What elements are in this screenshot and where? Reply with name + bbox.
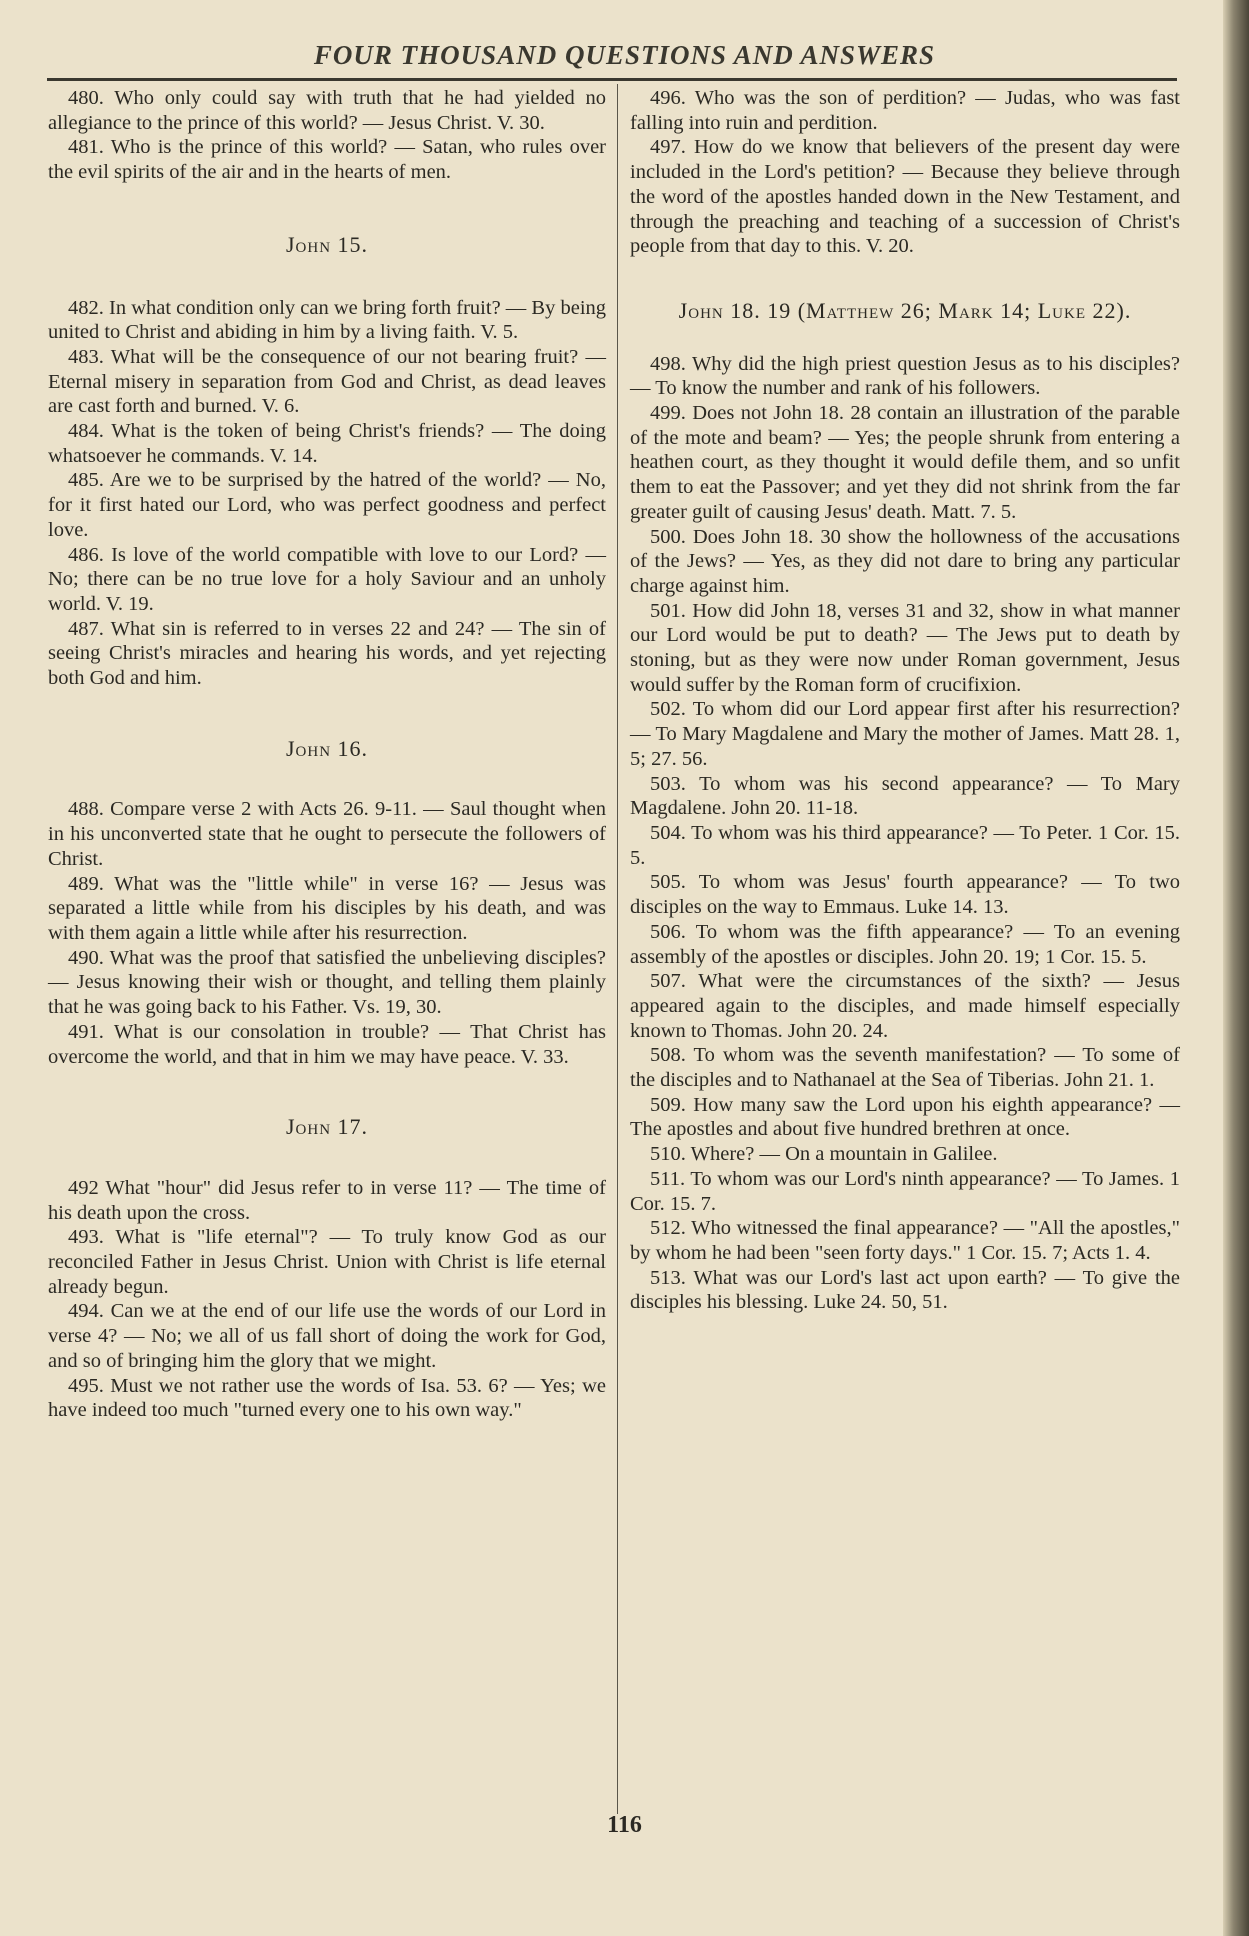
header-rule [47,78,1177,81]
question-answer: 496. Who was the son of perdition? — Judas, who was fast falling into ruin and perdition. [630,87,1180,134]
question-answer: 486. Is love of the world compatible with love to our Lord? — No; there can be no true love for a holy Saviour and an unholy world. V. 19. [48,543,606,615]
question-answer: 481. Who is the prince of this world? — Satan, who rules over the evil spirits of the air and in the hearts of men. [48,136,606,184]
column-divider [617,84,618,1814]
left-column [48,86,606,1423]
question-answer: 485. Are we to be surprised by the hatred of the world? — No, for it first hated our Lord, who was perfect goodness and perfect love. [48,469,606,541]
question-answer: 480. Who only could say with truth that he had yielded no allegiance to the prince of this world? — Jesus Christ. V. 30. [48,87,606,134]
question-answer: 510. Where? — On a mountain in Galilee. [650,1143,998,1166]
question-answer: 500. Does John 18. 30 show the hollowness of the accusations of the Jews? — Yes, as they did not dare to bring any particular charge against him. [630,525,1180,597]
question-answer: 498. Why did the high priest question Jesus as to his disciples? — To know the number and rank of his followers. [630,352,1180,400]
question-answer: 502. To whom did our Lord appear first after his resurrection? — To Mary Magdalene and Mary the mother of James. Matt 28. 1, 5; 27. 56. [630,698,1180,770]
question-answer: 488. Compare verse 2 with Acts 26. 9-11. — Saul thought when in his unconverted state that he ought to persecute the followers of Christ. [48,798,606,870]
question-answer: 511. To whom was our Lord's ninth appearance? — To James. 1 Cor. 15. 7. [630,1167,1180,1215]
section-heading: John 17. [285,1114,369,1140]
section-heading: John 16. [285,735,369,761]
question-answer: 487. What sin is referred to in verses 22 and 24? — The sin of seeing Christ's miracles and hearing his words, and yet rejecting both God and him. [48,617,606,690]
question-answer: 490. What was the proof that satisfied the unbelieving disciples? — Jesus knowing their wish or thought, and telling them plainly that he was going back to his Father. Vs. 19, 30. [48,946,606,1019]
question-answer: 499. Does not John 18. 28 contain an illustration of the parable of the mote and beam? — Yes; the people shrunk from entering a heathen court, as they thought it would defile them, and so unfit them to eat the Passover; and yet they did not shrink from the far greater guilt of causing Jesus' death. Matt. 7. 5. [630,402,1180,523]
question-answer: 493. What is "life eternal"? — To truly know God as our reconciled Father in Jesus Christ. Union with Christ is life eternal already begun. [48,1226,606,1298]
section-heading: John 18. 19 (Matthew 26; Mark 14; Luke 22). [678,297,1132,323]
question-answer: 509. How many saw the Lord upon his eighth appearance? — The apostles and about five hundred brethren at once. [630,1093,1180,1141]
question-answer: 484. What is the token of being Christ's friends? — The doing whatsoever he commands. V. 14. [48,420,606,467]
question-answer: 506. To whom was the fifth appearance? — To an evening assembly of the apostles or disciples. John 20. 19; 1 Cor. 15. 5. [630,920,1180,968]
question-answer: 483. What will be the consequence of our not bearing fruit? — Eternal misery in separation from God and Christ, as dead leaves are cast forth and burned. V. 6. [48,345,606,418]
question-answer: 492 What "hour" did Jesus refer to in verse 11? — The time of his death upon the cross. [48,1176,606,1224]
question-answer: 507. What were the circumstances of the sixth? — Jesus appeared again to the disciples, and made himself especially known to Thomas. John 20. 24. [630,970,1180,1042]
question-answer: 505. To whom was Jesus' fourth appearance? — To two disciples on the way to Emmaus. Luke 14. 13. [630,871,1180,919]
right-column [630,86,1180,1315]
question-answer: 508. To whom was the seventh manifestation? — To some of the disciples and to Nathanael at the Sea of Tiberias. John 21. 1. [630,1044,1180,1092]
question-answer: 489. What was the "little while" in verse 16? — Jesus was separated a little while from his disciples by his death, and was with them again a little while after his resurrection. [48,872,606,944]
question-answer: 497. How do we know that believers of the present day were included in the Lord's petition? — Because they believe through the word of the apostles handed down in the New Testament, and through the preaching and teaching of a succession of Christ's people from that day to this. V. 20. [630,136,1180,258]
question-answer: 482. In what condition only can we bring forth fruit? — By being united to Christ and abiding in him by a living faith. V. 5. [48,296,607,344]
question-answer: 494. Can we at the end of our life use the words of our Lord in verse 4? — No; we all of us fall short of doing the work for God, and so of bringing him the glory that we might. [48,1300,606,1372]
page-edge-shadow [1223,0,1249,1936]
question-answer: 512. Who witnessed the final appearance? — "All the apostles," by whom he had been "seen forty days." 1 Cor. 15. 7; Acts 1. 4. [630,1217,1180,1264]
question-answer: 503. To whom was his second appearance? — To Mary Magdalene. John 20. 11-18. [630,772,1180,820]
running-head: FOUR THOUSAND QUESTIONS AND ANSWERS [313,40,936,70]
question-answer: 495. Must we not rather use the words of Isa. 53. 6? — Yes; we have indeed too much "turned every one to his own way." [48,1374,606,1422]
page-number: 116 [607,1812,642,1838]
section-heading: John 15. [285,231,369,257]
question-answer: 501. How did John 18, verses 31 and 32, show in what manner our Lord would be put to death? — The Jews put to death by stoning, but as they were now under Roman government, Jesus would suffer by the Roman form of crucifixion. [630,599,1180,696]
question-answer: 504. To whom was his third appearance? — To Peter. 1 Cor. 15. 5. [630,821,1180,869]
question-answer: 491. What is our consolation in trouble? — That Christ has overcome the world, and that in him we may have peace. V. 33. [48,1020,606,1068]
question-answer: 513. What was our Lord's last act upon earth? — To give the disciples his blessing. Luke 24. 50, 51. [630,1266,1180,1314]
